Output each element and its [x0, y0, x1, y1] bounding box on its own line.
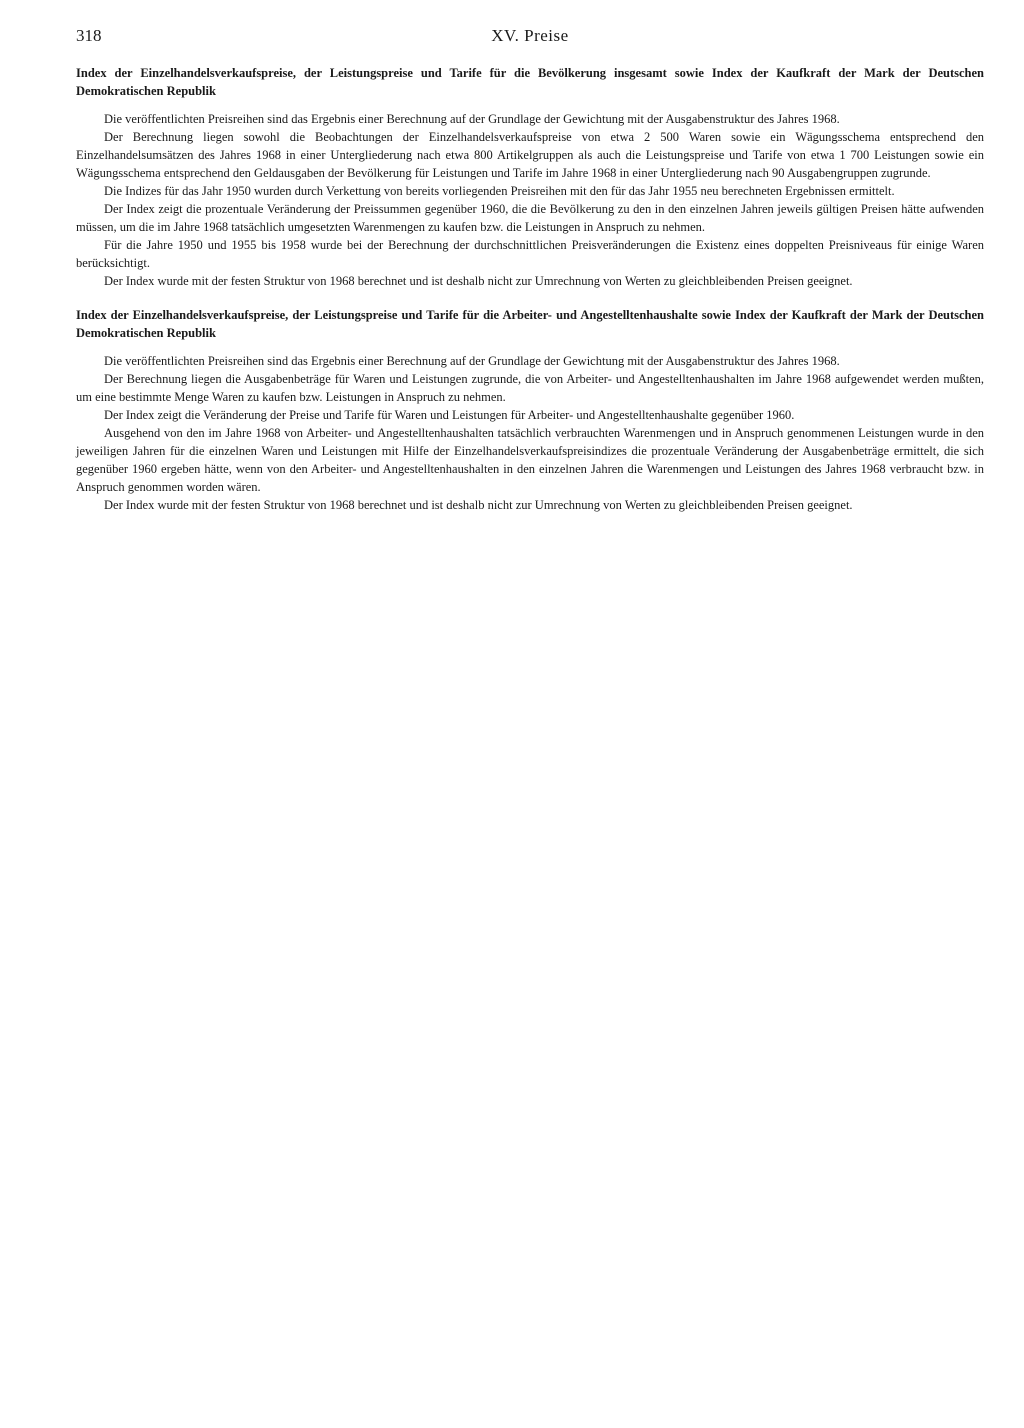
paragraph: Der Index wurde mit der festen Struktur von 1968 berechnet und ist deshalb nicht zur Umrechnung von Werten zu gleichbleibenden Preisen geeignet. — [104, 498, 853, 512]
page-number: 318 — [76, 26, 102, 45]
page-content — [76, 64, 984, 530]
paragraph: Der Index zeigt die Veränderung der Preise und Tarife für Waren und Leistungen für Arbeiter- und Angestelltenhaushalte gegenüber 1960. — [104, 408, 795, 422]
paragraph: Die veröffentlichten Preisreihen sind das Ergebnis einer Berechnung auf der Grundlage der Gewichtung mit der Ausgabenstruktur des Jahres 1968. — [104, 354, 840, 368]
paragraph: Die Indizes für das Jahr 1950 wurden durch Verkettung von bereits vorliegenden Preisreihen mit den für das Jahr 1955 neu berechneten Ergebnissen ermittelt. — [104, 184, 895, 198]
paragraph: Der Index zeigt die prozentuale Veränderung der Preissummen gegenüber 1960, die die Bevölkerung zu den in den einzelnen Jahren jeweils gültigen Preisen hätte aufwenden müssen, um die im Jahre 1968 tatsächlich umgesetzten Warenmengen zu kaufen bzw. die Leistungen in Anspruch zu nehmen. — [76, 202, 984, 234]
chapter-title: XV. Preise — [491, 26, 569, 45]
section-heading: Index der Einzelhandelsverkaufspreise, der Leistungspreise und Tarife für die Arbeiter- und Angestelltenhaushalte sowie Index der Kaufkraft der Mark der Deutschen Demokratischen Republik — [76, 308, 984, 340]
paragraph: Für die Jahre 1950 und 1955 bis 1958 wurde bei der Berechnung der durchschnittlichen Preisveränderungen die Existenz eines doppelten Preisniveaus für einige Waren berücksichtigt. — [76, 238, 984, 270]
page-header — [76, 26, 984, 52]
paragraph: Der Index wurde mit der festen Struktur von 1968 berechnet und ist deshalb nicht zur Umrechnung von Werten zu gleichbleibenden Preisen geeignet. — [104, 274, 853, 288]
paragraph: Die veröffentlichten Preisreihen sind das Ergebnis einer Berechnung auf der Grundlage der Gewichtung mit der Ausgabenstruktur des Jahres 1968. — [104, 112, 840, 126]
section-heading: Index der Einzelhandelsverkaufspreise, der Leistungspreise und Tarife für die Bevölkerung insgesamt sowie Index der Kaufkraft der Mark der Deutschen Demokratischen Republik — [76, 66, 984, 98]
section-population-price-index — [76, 64, 984, 290]
paragraph: Ausgehend von den im Jahre 1968 von Arbeiter- und Angestelltenhaushalten tatsächlich verbrauchten Warenmengen und in Anspruch genommenen Leistungen wurde in den jeweiligen Jahren für die einzelnen Waren und Leistungen mit Hilfe der Einzelhandelsverkaufspreisindizes die prozentuale Veränderung der Ausgabenbeträge ermittelt, die sich gegenüber 1960 ergeben hätte, wenn von den Arbeiter- und Angestelltenhaushalten in den einzelnen Jahren die Warenmengen und Leistungen des Jahres 1968 verbraucht bzw. in Anspruch genommen worden wären. — [76, 426, 984, 494]
paragraph: Der Berechnung liegen sowohl die Beobachtungen der Einzelhandelsverkaufspreise von etwa 2 500 Waren sowie ein Wägungsschema entsprechend den Einzelhandelsumsätzen des Jahres 1968 in einer Untergliederung nach etwa 800 Artikelgruppen als auch die Leistungspreise und Tarife von etwa 1 700 Leistungen sowie ein Wägungsschema entsprechend den Geldausgaben der Bevölkerung für Leistungen und Tarife im Jahre 1968 in einer Untergliederung nach 90 Ausgabengruppen zugrunde. — [76, 130, 984, 180]
section-worker-household-price-index — [76, 306, 984, 514]
paragraph: Der Berechnung liegen die Ausgabenbeträge für Waren und Leistungen zugrunde, die von Arbeiter- und Angestelltenhaushalten im Jahre 1968 aufgewendet werden mußten, um eine bestimmte Menge Waren zu kaufen bzw. Leistungen in Anspruch zu nehmen. — [76, 372, 984, 404]
